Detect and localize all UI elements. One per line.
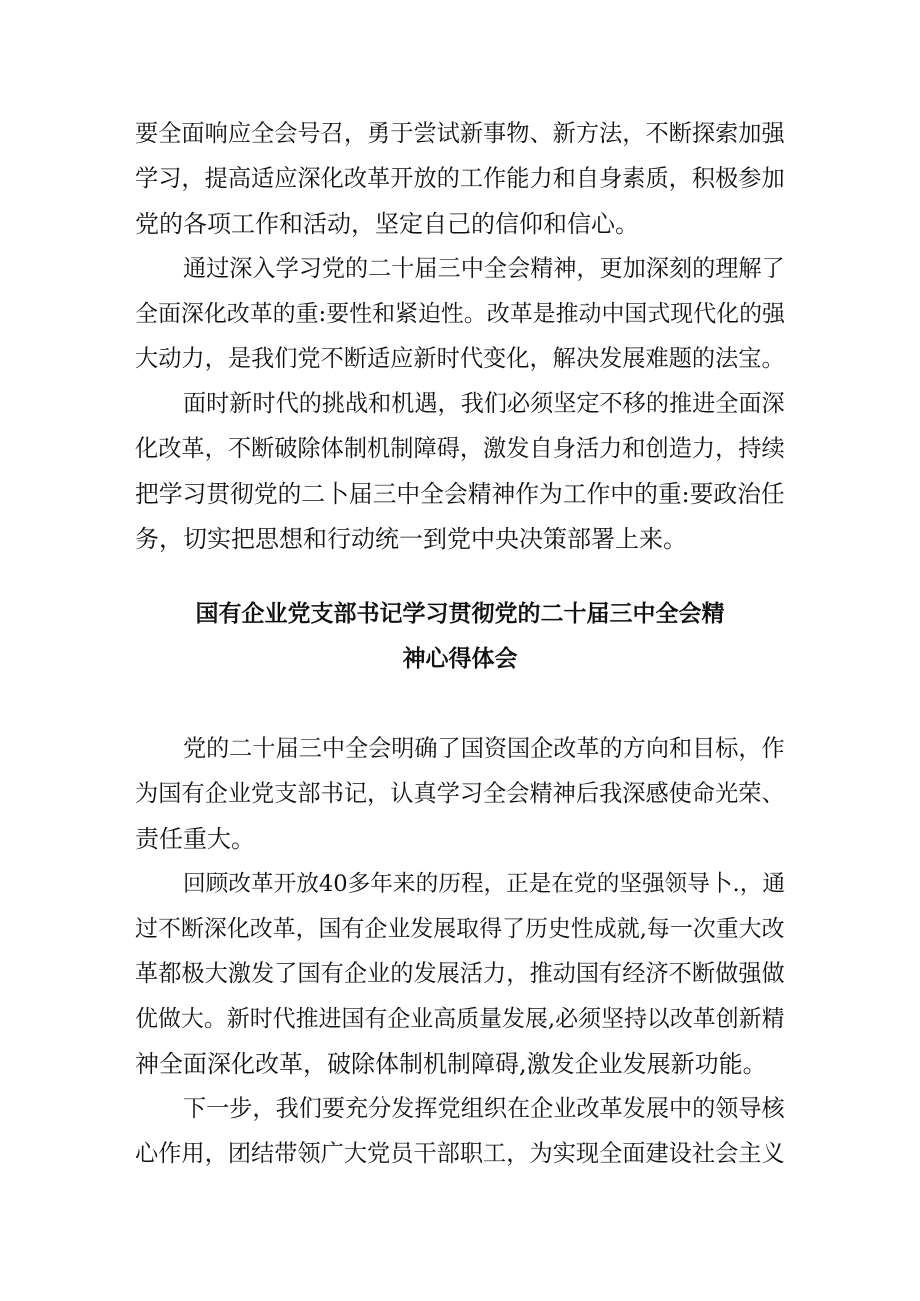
paragraph-line: 全面深化改革的重:要性和紧迫性。改革是推动中国式现代化的强: [135, 301, 785, 327]
paragraph-line: 把学习贯彻党的二卜届三中全会精神作为工作中的重:要政治任: [135, 480, 785, 508]
paragraph-line: 党的各项工作和活动，坚定自己的信仰和信心。: [135, 210, 639, 238]
paragraph-line: 革都极大激发了国有企业的发展活力，推动国有经济不断做强做: [135, 960, 785, 987]
paragraph-line: 党的二十届三中全会明确了国资国企改革的方向和目标，作: [183, 736, 785, 762]
paragraph-line: 下一步，我们要充分发挥党组织在企业改革发展中的领导核: [183, 1096, 785, 1122]
paragraph-line: 通过深入学习党的二十届三中全会精神，更加深刻的理解了: [183, 256, 785, 282]
paragraph-line: 大动力，是我们党不断适应新时代变化，解决发展难题的法宝。: [135, 345, 785, 372]
paragraph-line: 要全面响应全会号召，勇于尝试新事物、新方法，不断探索加强: [135, 120, 785, 147]
section-title-line-1: 国有企业党支部书记学习贯彻党的二十届三中全会精: [195, 601, 725, 627]
paragraph-line: 心作用，团结带领广大党员干部职工，为实现全面建设社会主义: [135, 1140, 785, 1167]
paragraph-line: 化改革，不断破除体制机制障碍，激发自身活力和创造力，持续: [135, 435, 785, 462]
paragraph-line: 面时新时代的挑战和机遇，我们必须坚定不移的推进全面深: [183, 391, 785, 417]
paragraph-line: 学习，提高适应深化改革开放的工作能力和自身素质，积极参加: [135, 165, 785, 192]
paragraph-line: 优做大。新时代推进国有企业高质量发展,必须坚持以改革创新精: [135, 1006, 785, 1032]
paragraph-line: 为国有企业党支部书记，认真学习全会精神后我深感使命光荣、: [135, 780, 785, 807]
paragraph-line: 责任重大。: [135, 825, 255, 853]
section-title-line-2: 神心得体会: [402, 646, 518, 672]
paragraph-line: 神全面深化改革，破除体制机制障碍,激发企业发展新功能。: [135, 1050, 767, 1078]
paragraph-line: 过不断深化改革，国有企业发展取得了历史性成就,每一次重大改: [135, 916, 785, 942]
paragraph-line: 务，切实把思想和行动统一到党中央决策部署上来。: [135, 525, 687, 553]
paragraph-line: 回顾改革开放40多年来的历程，正是在党的坚强领导卜.，通: [183, 871, 786, 897]
